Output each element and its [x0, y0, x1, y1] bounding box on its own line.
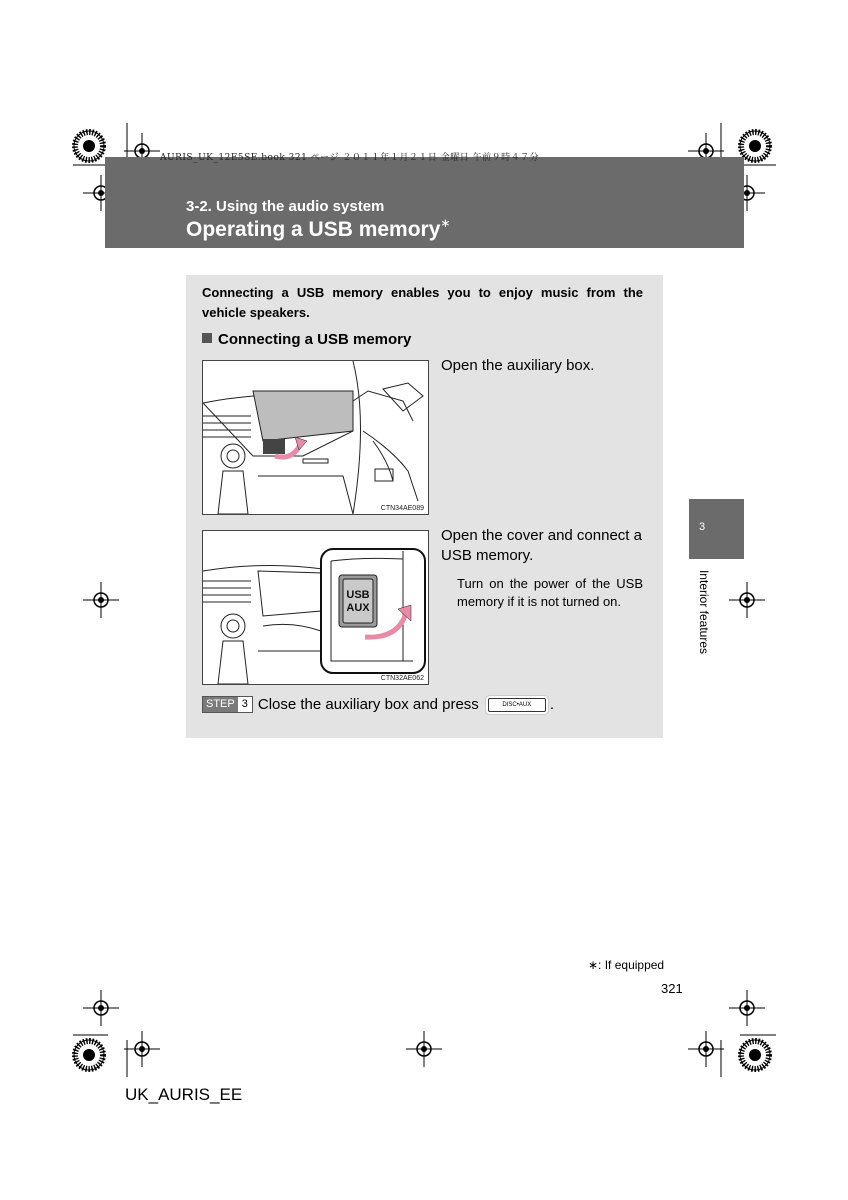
print-info-line: AURIS_UK_12E5SE.book 321 ページ ２０１１年１月２１日 金曜日 午前９時４７分 — [160, 153, 540, 163]
figure-auxiliary-box — [202, 360, 429, 515]
square-bullet-icon — [202, 333, 212, 343]
section-title: 3-2. Using the audio system — [186, 198, 385, 215]
aux-label: AUX — [346, 602, 370, 614]
dashboard-illustration-2 — [203, 531, 428, 684]
step-3-row — [202, 696, 554, 713]
subheading-text: Connecting a USB memory — [218, 331, 412, 348]
page-title-text: Operating a USB memory — [186, 218, 441, 241]
intro-paragraph: Connecting a USB memory enables you to enjoy music from the vehicle speakers. — [202, 285, 643, 320]
step-label: STEP — [203, 697, 238, 712]
step-2-note: Turn on the power of the USB memory if it is not turned on. — [457, 576, 643, 609]
footnote: ∗: If equipped — [588, 958, 665, 972]
figure-code: CTN34AE089 — [380, 505, 424, 512]
step-3-period: . — [549, 696, 554, 713]
page-number: 321 — [661, 981, 683, 996]
equipped-mark: ∗ — [440, 216, 451, 230]
page-title — [186, 218, 450, 242]
document-code: UK_AURIS_EE — [125, 1085, 243, 1104]
subheading — [202, 331, 411, 348]
disc-aux-button-icon: DISC•AUX — [488, 698, 546, 712]
chapter-number: 3 — [699, 521, 706, 533]
dashboard-illustration-1 — [203, 361, 428, 514]
step-2-text: Open the cover and connect a USB memory. — [441, 527, 642, 564]
usb-label: USB — [346, 589, 370, 601]
figure-code: CTN32AE062 — [380, 675, 424, 682]
chapter-label: Interior features — [697, 569, 711, 655]
step-1-text: Open the auxiliary box. — [441, 357, 595, 374]
step-3-text: Close the auxiliary box and press — [257, 696, 479, 713]
step-3-badge — [202, 696, 253, 713]
chapter-tab — [689, 499, 744, 559]
step-number: 3 — [241, 698, 248, 710]
figure-usb-port — [202, 530, 429, 685]
